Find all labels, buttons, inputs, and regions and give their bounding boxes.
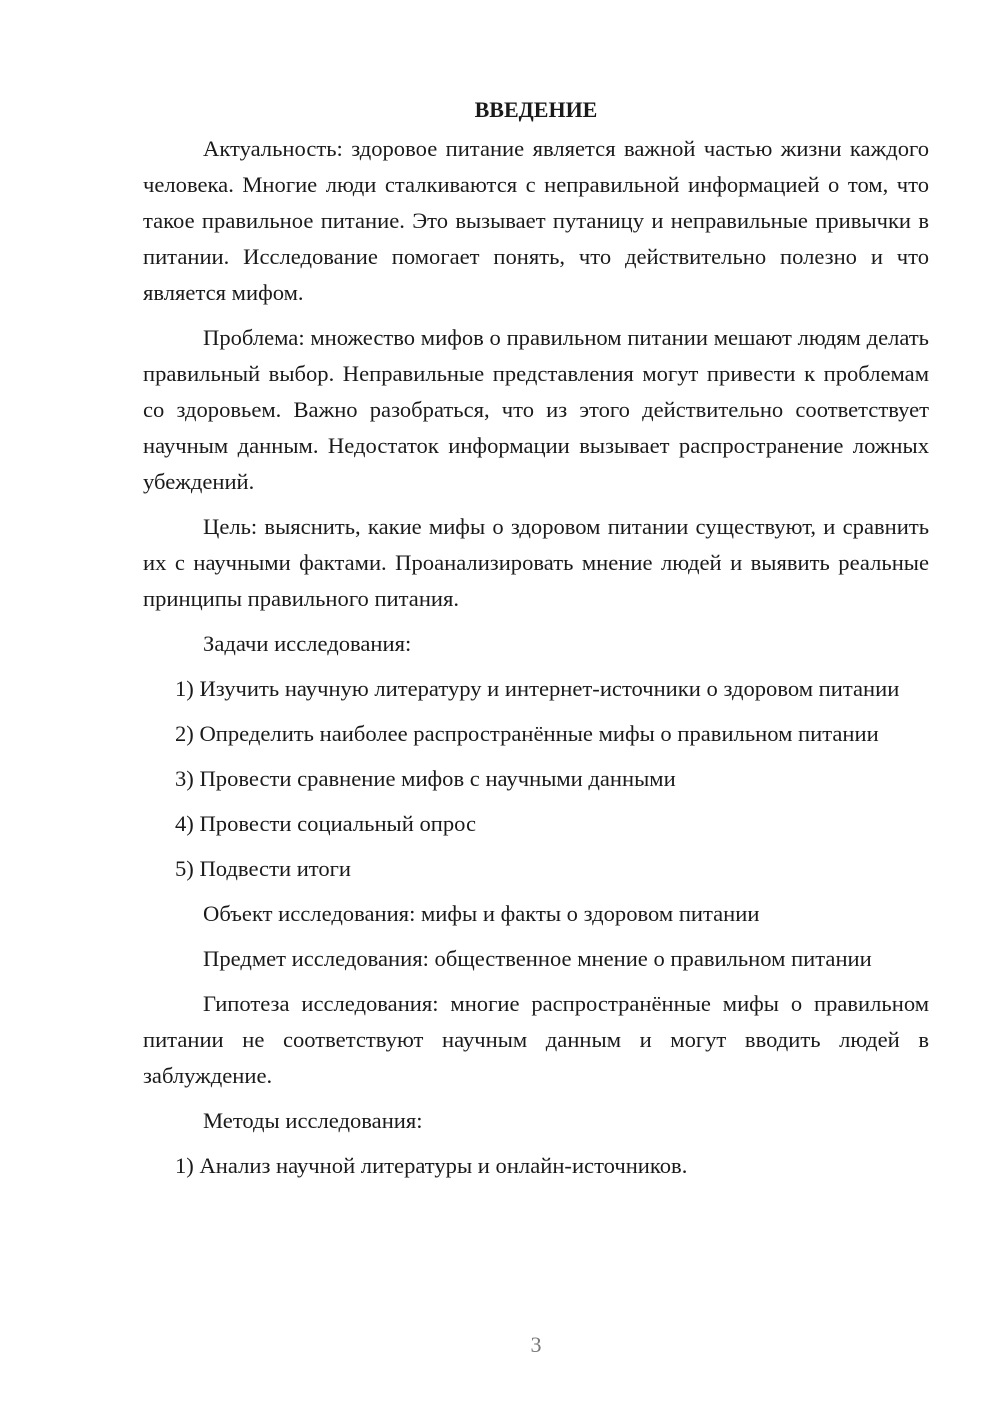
relevance-paragraph: Актуальность: здоровое питание является важной частью жизни каждого человека. Многие люди сталкиваются с неправильной информацией о том, что такое правильное питание. Это вызывает путаницу и неправильные привычки в питании. Исследование помогает понять, что действительно полезно и что является мифом. (143, 136, 929, 305)
subject-paragraph: Предмет исследования: общественное мнение о правильном питании (203, 946, 872, 971)
task-item-5: 5) Подвести итоги (175, 856, 352, 881)
method-item-1: 1) Анализ научной литературы и онлайн-источников. (175, 1153, 688, 1178)
hypothesis-paragraph: Гипотеза исследования: многие распространённые мифы о правильном питании не соответствуют научным данным и могут вводить людей в заблуждение. (143, 991, 929, 1088)
document-page (143, 92, 929, 1193)
tasks-title: Задачи исследования: (203, 631, 412, 656)
page-number: 3 (530, 1332, 542, 1357)
methods-title: Методы исследования: (203, 1108, 423, 1133)
task-item-2: 2) Определить наиболее распространённые мифы о правильном питании (175, 721, 879, 746)
problem-paragraph: Проблема: множество мифов о правильном питании мешают людям делать правильный выбор. Неправильные представления могут привести к проблемам со здоровьем. Важно разобраться, что из этого действительно соответствует научным данным. Недостаток информации вызывает распространение ложных убеждений. (143, 325, 929, 494)
task-item-1: 1) Изучить научную литературу и интернет-источники о здоровом питании (175, 676, 900, 701)
goal-paragraph: Цель: выяснить, какие мифы о здоровом питании существуют, и сравнить их с научными фактами. Проанализировать мнение людей и выявить реальные принципы правильного питания. (143, 514, 929, 611)
object-paragraph: Объект исследования: мифы и факты о здоровом питании (203, 901, 760, 926)
section-heading: ВВЕДЕНИЕ (474, 97, 598, 122)
task-item-4: 4) Провести социальный опрос (175, 811, 477, 836)
task-item-3: 3) Провести сравнение мифов с научными данными (175, 766, 676, 791)
